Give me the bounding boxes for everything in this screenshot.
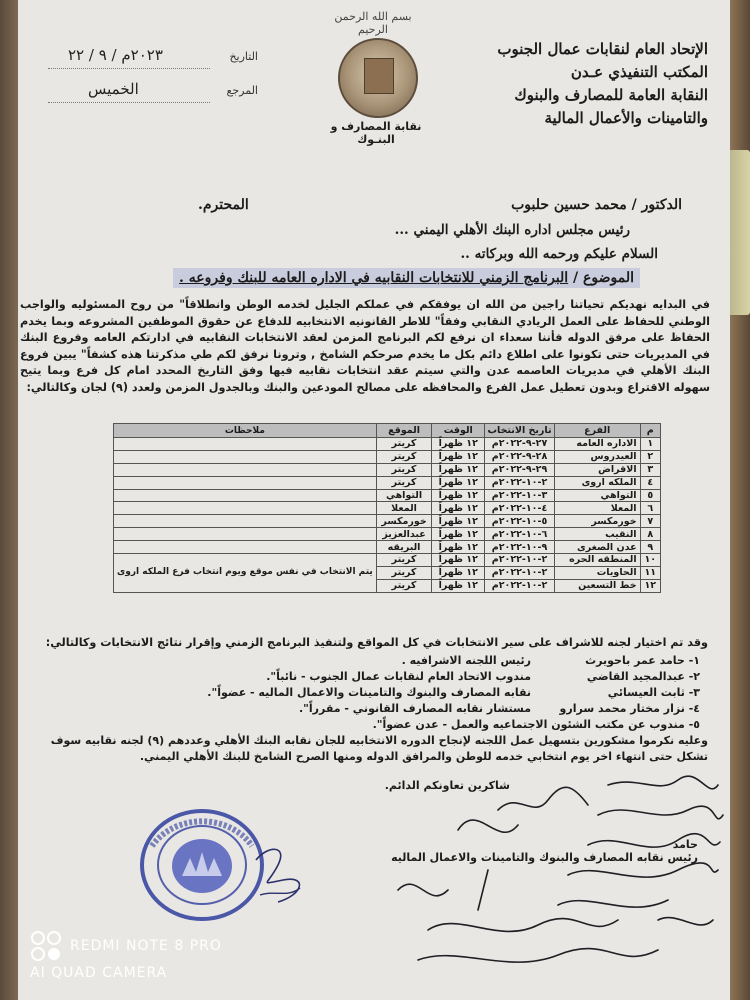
cell-date: ٦-١٠-٢٠٢٢م	[485, 528, 555, 541]
list-item	[140, 669, 700, 685]
letter-meta	[48, 46, 258, 114]
cell-date: ٢-١٠-٢٠٢٢م	[485, 579, 555, 592]
cell-time: ١٢ ظهراً	[432, 566, 485, 579]
col-header-number: م	[640, 424, 660, 438]
date-label: التاريخ	[229, 50, 258, 63]
cell-location: التواهي	[376, 489, 431, 502]
union-logo	[338, 38, 418, 118]
table-row	[114, 554, 661, 567]
cell-location: كريتر	[376, 579, 431, 592]
table-row	[114, 489, 661, 502]
table-header-row	[114, 424, 661, 438]
green-book-edge	[728, 150, 750, 315]
cell-time: ١٢ ظهراً	[432, 438, 485, 451]
table-row	[114, 515, 661, 528]
cell-time: ١٢ ظهراً	[432, 489, 485, 502]
cell-location: كريتر	[376, 438, 431, 451]
cell-date: ٥-١٠-٢٠٢٢م	[485, 515, 555, 528]
cell-number: ١٢	[640, 579, 660, 592]
cell-date: ٩-١٠-٢٠٢٢م	[485, 541, 555, 554]
member-role: عضواً".	[372, 717, 412, 731]
cell-location: كريتر	[376, 554, 431, 567]
cell-date: ٢٧-٩-٢٠٢٢م	[485, 438, 555, 451]
cell-location: كريتر	[376, 566, 431, 579]
cell-location: كريتر	[376, 450, 431, 463]
cell-date: ٢-١٠-٢٠٢٢م	[485, 554, 555, 567]
signatory-title: رئيس نقابه المصارف والبنوك والتامينات والاعمال الماليه	[391, 851, 698, 864]
cell-branch: خط التسعين	[554, 579, 640, 592]
col-header-time: الوقت	[432, 424, 485, 438]
cell-location: البريقه	[376, 541, 431, 554]
body-paragraph: في البدايه نهديكم تحياتنا راجين من الله ان يوفقكم في عملكم الجليل لخدمه الوطن وانطلاقاً" من روح المسئوليه والواجب الوطني للحفاظ على العمل الريادي النقابي وفقاً" للاطر القانونيه الانتخابيه للدفاع عن حقوق الموظفين المشروعه وبما يخدم الحفاظ على مرفق الدوله فأننا سعداء ان نرفع لكم البرنامج المزمن لعقد الانتخابات النقابيه في ادارتكم العامه وفروع البنك في المديريات حتى تكونوا على اطلاع دائم بكل ما يخدم صرحكم الشامخ , وترونا نرفق لكم طي مذكرتنا هذه كشفاً" يبين فروع البنك الأهلي في مديريات العاصمه عدن والتي سيتم عقد انتخابات نقابيه فيها وفق التاريخ المحدد امام كل فرع وبما يتيح سهوله الاقتراع وبدون تعطيل عمل الفرع والمحافظه على مصالح المودعين والبنك وبالجدول المزمن ولعدد (٩) لجان وكالتالي:	[20, 298, 710, 394]
cell-number: ٩	[640, 541, 660, 554]
cell-branch: العيدروس	[554, 450, 640, 463]
cell-date: ٤-١٠-٢٠٢٢م	[485, 502, 555, 515]
cell-notes-merged: يتم الانتخاب في نفس موقع ويوم انتخاب فرع الملكه اروى	[114, 554, 377, 593]
cell-number: ٨	[640, 528, 660, 541]
cell-date: ٢٨-٩-٢٠٢٢م	[485, 450, 555, 463]
cell-location: كريتر	[376, 476, 431, 489]
cell-date: ٢-١٠-٢٠٢٢م	[485, 476, 555, 489]
closing-paragraph: وعليه نكرموا مشكورين بتسهيل عمل اللجنه لإنجاح الدوره الانتخابيه للجان نقابه البنك الأهلي وعددهم (٩) لجنه نقابيه سوف تشكل حتى انتهاء اخر يوم انتخابي خدمه للوطن والمرافق الدوله ومنها الصرح الشامخ للبنك الأهلي اليمني.	[50, 734, 708, 763]
committee-list	[140, 653, 700, 733]
org-line: المكتب التنفيذي عـدن	[570, 63, 708, 81]
member-name: ثابت العيسائي	[607, 685, 685, 699]
member-number: ٤-	[688, 701, 700, 715]
member-role: مندوب الاتحاد العام لنقابات عمال الجنوب - نائباً".	[266, 669, 532, 683]
table-row	[114, 502, 661, 515]
org-line: والتامينات والأعمال المالية	[544, 109, 708, 127]
cell-branch: عدن الصغرى	[554, 541, 640, 554]
cell-branch: المنطقه الحره	[554, 554, 640, 567]
subject-text: البرنامج الزمني للانتخابات النقابيه في الاداره العامه للبنك وفروعه .	[179, 270, 569, 286]
handwritten-annotation	[358, 770, 728, 995]
cell-branch: الحاويات	[554, 566, 640, 579]
col-header-date: تاريخ الانتخاب	[485, 424, 555, 438]
recipient-honorific: المحترم.	[198, 197, 249, 213]
cell-branch: التواهي	[554, 489, 640, 502]
signatory-name: حامد	[672, 838, 698, 851]
watermark-line1: REDMI NOTE 8 PRO	[70, 938, 222, 954]
cell-time: ١٢ ظهراً	[432, 463, 485, 476]
cell-number: ١١	[640, 566, 660, 579]
watermark-line2: AI QUAD CAMERA	[30, 965, 168, 981]
list-item	[140, 717, 700, 733]
thanks-line: شاكرين تعاونكم الدائم.	[384, 779, 510, 792]
cell-notes	[114, 450, 377, 463]
cell-number: ١	[640, 438, 660, 451]
table-row	[114, 463, 661, 476]
recipient-title: رئيس مجلس اداره البنك الأهلي اليمني ...	[394, 222, 630, 238]
cell-time: ١٢ ظهراً	[432, 541, 485, 554]
cell-time: ١٢ ظهراً	[432, 554, 485, 567]
cell-notes	[114, 476, 377, 489]
cell-notes	[114, 463, 377, 476]
signature-scribble	[248, 840, 308, 910]
letter-page	[18, 0, 730, 1000]
cell-number: ١٠	[640, 554, 660, 567]
recipient-name: الدكتور / محمد حسين حلبوب	[511, 197, 682, 213]
cell-time: ١٢ ظهراً	[432, 528, 485, 541]
cell-time: ١٢ ظهراً	[432, 579, 485, 592]
photo-background-left	[0, 0, 18, 1000]
committee-intro: وقد تم اختيار لجنه للاشراف على سير الانتخابات في كل المواقع ولتنفيذ البرنامج الزمني وإقرار نتائج الانتخابات وكالتالي:	[45, 636, 708, 649]
cell-branch: الاداره العامه	[554, 438, 640, 451]
member-role: مستشار نقابه المصارف القانوني - مقرراً".	[299, 701, 532, 715]
cell-notes	[114, 438, 377, 451]
cell-number: ٥	[640, 489, 660, 502]
cell-location: خورمكسر	[376, 515, 431, 528]
cell-notes	[114, 515, 377, 528]
cell-number: ٢	[640, 450, 660, 463]
camera-watermark	[30, 930, 222, 984]
cell-date: ٣-١٠-٢٠٢٢م	[485, 489, 555, 502]
table-row	[114, 528, 661, 541]
election-schedule-table	[113, 423, 661, 593]
table-row	[114, 541, 661, 554]
member-number: ٣-	[688, 685, 700, 699]
member-role: رئيس اللجنه الاشرافيه .	[401, 654, 532, 667]
cell-date: ٢-١٠-٢٠٢٢م	[485, 566, 555, 579]
bismillah: بسم الله الرحمن الرحيم	[334, 10, 412, 36]
camera-dots-icon	[30, 930, 62, 962]
cell-number: ٧	[640, 515, 660, 528]
cell-location: كريتر	[376, 463, 431, 476]
table-row	[114, 476, 661, 489]
cell-branch: الملكه اروى	[554, 476, 640, 489]
cell-notes	[114, 541, 377, 554]
table-row	[114, 450, 661, 463]
list-item	[140, 685, 700, 701]
col-header-location: الموقع	[376, 424, 431, 438]
cell-date: ٢٩-٩-٢٠٢٢م	[485, 463, 555, 476]
member-number: ٢-	[688, 669, 700, 683]
list-item	[140, 653, 700, 669]
cell-location: المعلا	[376, 502, 431, 515]
cell-branch: النقيب	[554, 528, 640, 541]
cell-branch: خورمكسر	[554, 515, 640, 528]
cell-time: ١٢ ظهراً	[432, 450, 485, 463]
member-name: نزار مختار محمد سرارو	[559, 701, 685, 715]
col-header-branch: الفرع	[554, 424, 640, 438]
cell-time: ١٢ ظهراً	[432, 515, 485, 528]
greeting: السلام عليكم ورحمه الله وبركاته ..	[460, 246, 658, 262]
cell-number: ٦	[640, 502, 660, 515]
member-name: مندوب عن مكتب الشئون الاجتماعيه والعمل - عدن	[415, 717, 685, 731]
cell-notes	[114, 489, 377, 502]
org-line: الإتحاد العام لنقابات عمال الجنوب	[497, 40, 708, 58]
member-number: ١-	[688, 654, 700, 667]
member-name: حامد عمر باحويرث	[585, 654, 685, 667]
member-number: ٥-	[688, 717, 700, 731]
logo-caption: نقابة المصارف و البنـوك	[330, 120, 422, 146]
ref-value: الخمیس	[88, 80, 139, 98]
cell-time: ١٢ ظهراً	[432, 502, 485, 515]
subject-line	[173, 268, 640, 288]
table-row	[114, 438, 661, 451]
col-header-notes: ملاحظات	[114, 424, 377, 438]
ref-label: المرجع	[226, 84, 258, 97]
date-value: ٢٠٢٣م / ٩ / ٢٢	[68, 46, 163, 64]
org-line: النقابة العامة للمصارف والبنوك	[514, 86, 708, 104]
official-stamp	[138, 806, 266, 924]
cell-location: عبدالعزيز	[376, 528, 431, 541]
organization-header	[458, 38, 708, 130]
cell-time: ١٢ ظهراً	[432, 476, 485, 489]
cell-branch: الاقراض	[554, 463, 640, 476]
member-role: نقابه المصارف والبنوك والتامينات والاعمال الماليه - عضواً".	[207, 685, 532, 699]
cell-notes	[114, 528, 377, 541]
cell-number: ٣	[640, 463, 660, 476]
cell-notes	[114, 502, 377, 515]
list-item	[140, 701, 700, 717]
cell-branch: المعلا	[554, 502, 640, 515]
cell-number: ٤	[640, 476, 660, 489]
subject-prefix: الموضوع /	[573, 270, 634, 286]
member-name: عبدالمجيد القاضي	[586, 669, 685, 683]
